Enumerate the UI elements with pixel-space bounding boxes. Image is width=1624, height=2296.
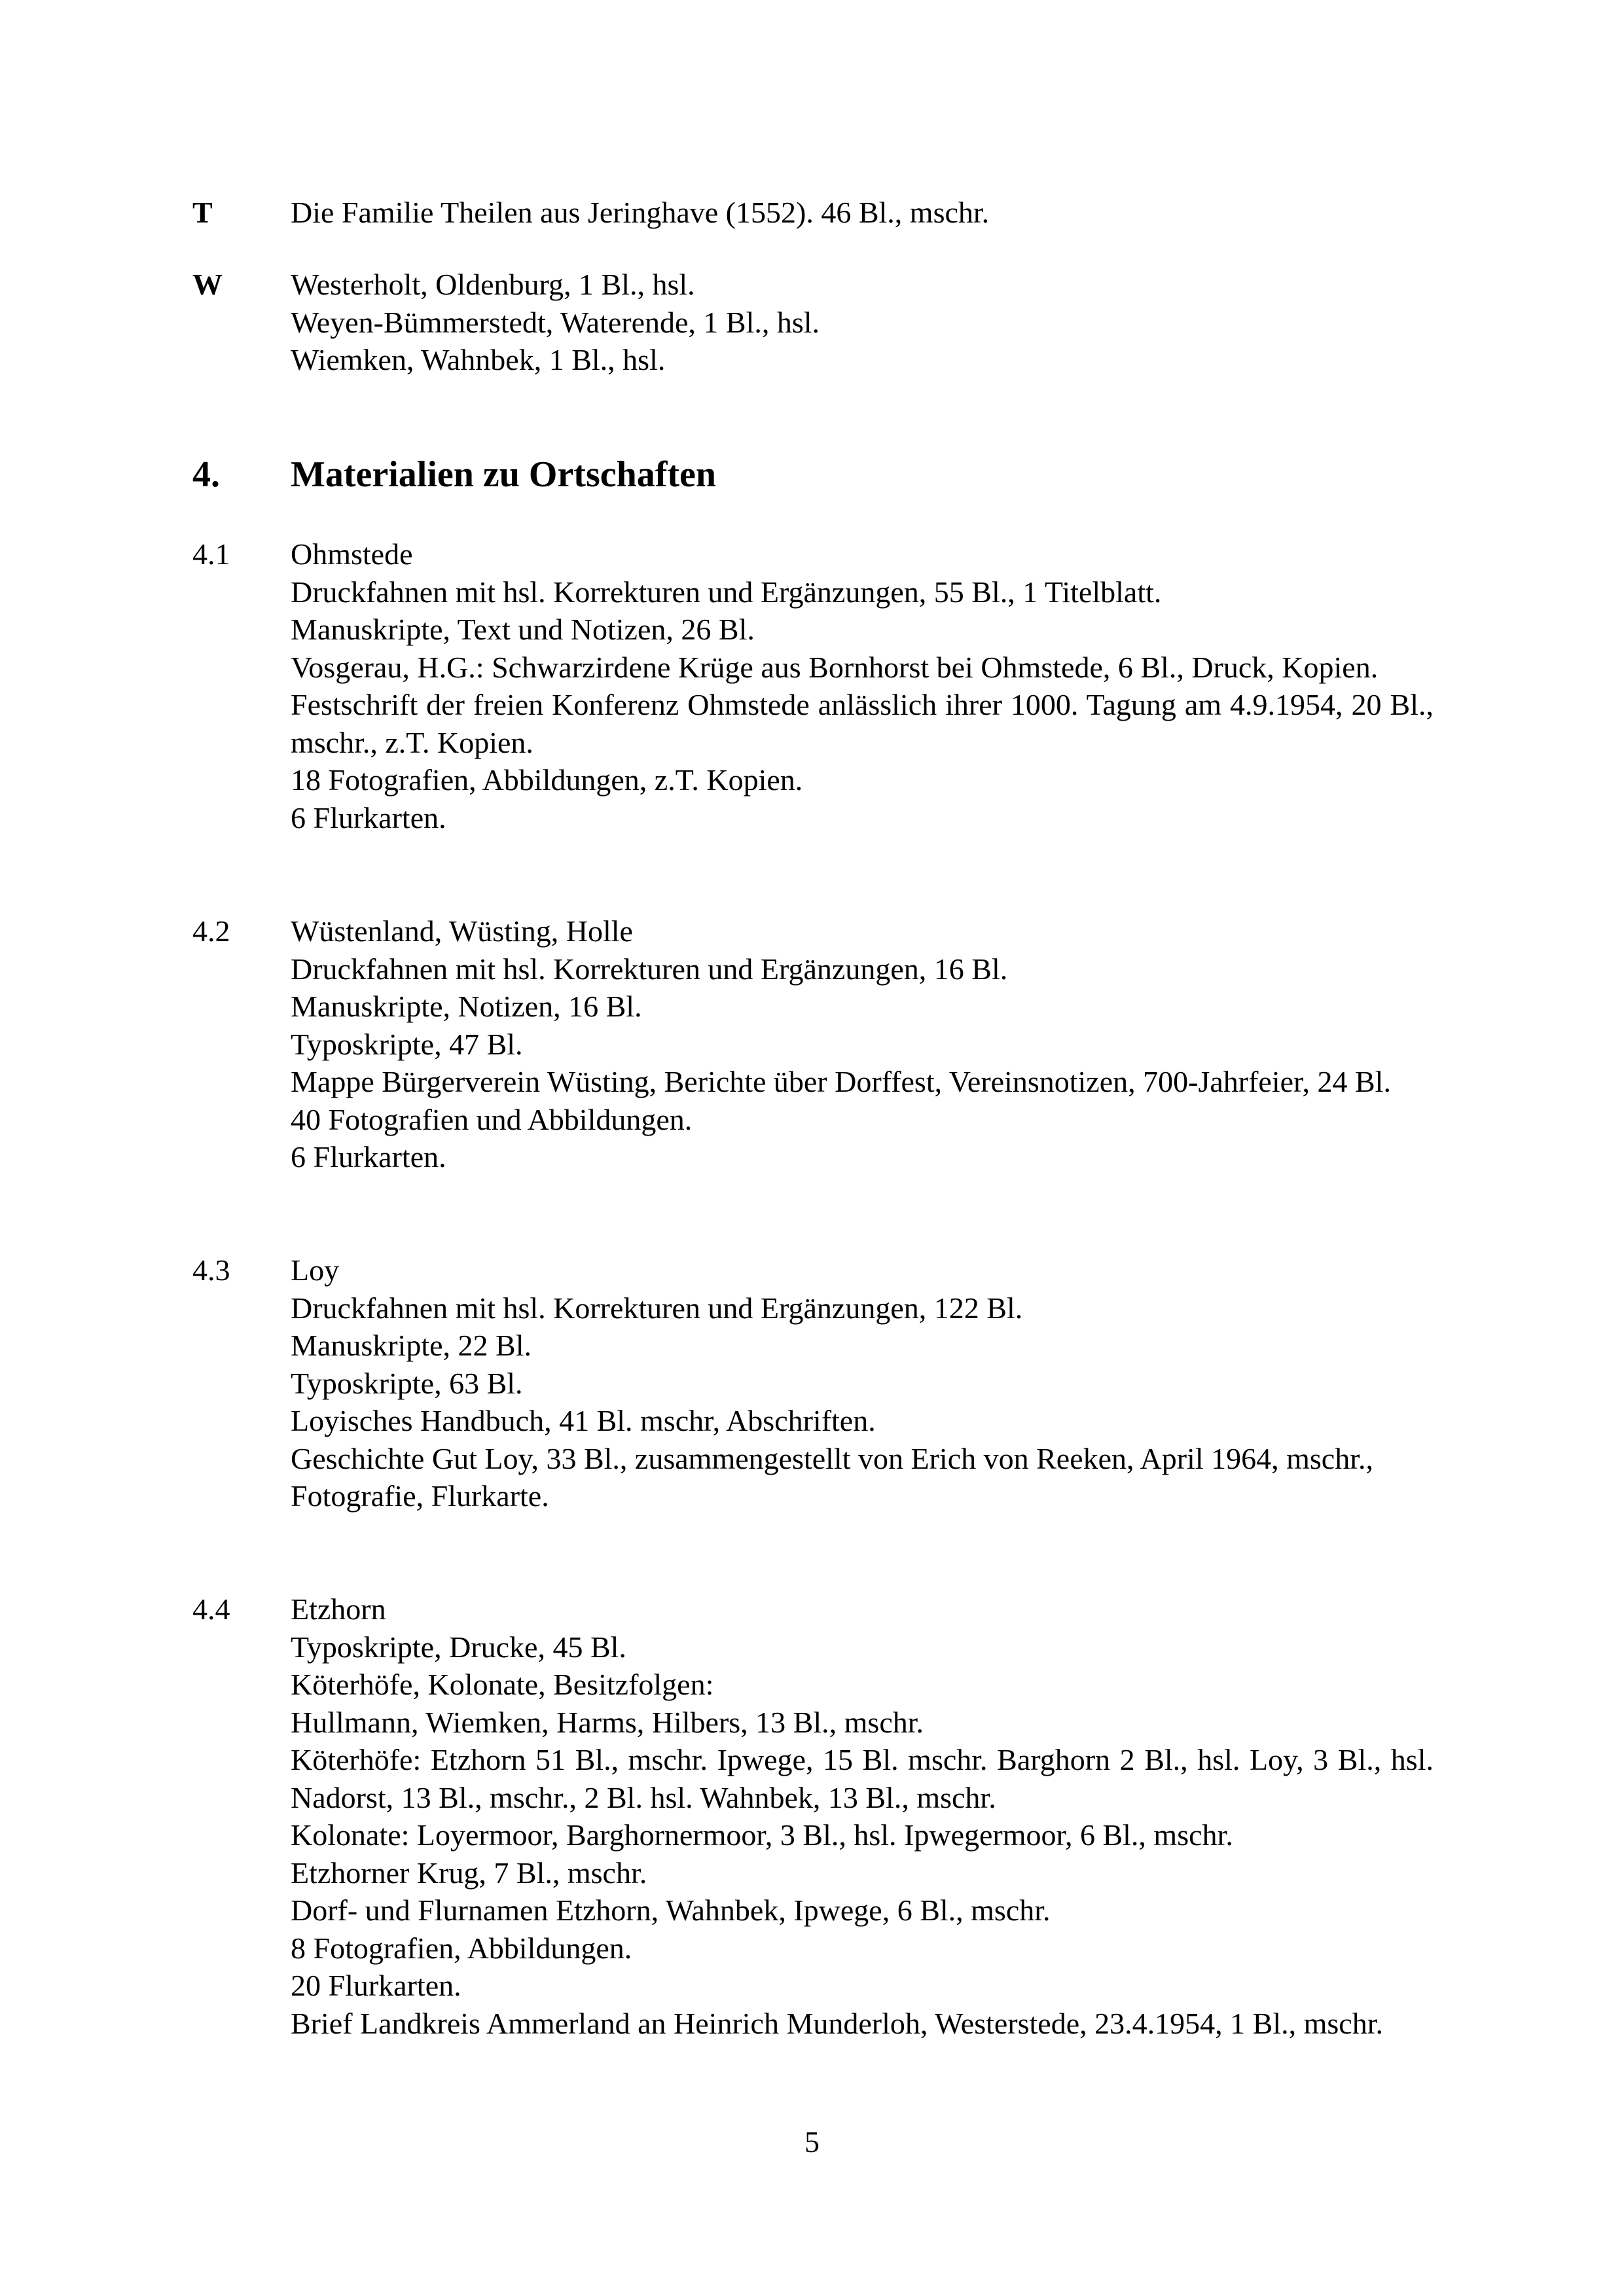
entry-item: Manuskripte, Text und Notizen, 26 Bl.: [291, 613, 755, 646]
entry-item: Druckfahnen mit hsl. Korrekturen und Ergänzungen, 122 Bl.: [291, 1291, 1023, 1325]
entry-item: Kolonate: Loyermoor, Barghornermoor, 3 Bl., hsl. Ipwegermoor, 6 Bl., mschr.: [291, 1818, 1233, 1852]
entry-item: Festschrift der freien Konferenz Ohmstede anlässlich ihrer 1000. Tagung am 4.9.1954, 20 Bl., mschr., z.T. Kopien.: [291, 688, 1434, 759]
entry-item: Typoskripte, Drucke, 45 Bl.: [291, 1630, 626, 1664]
entry-4-4: [192, 1590, 1434, 2042]
section-number: 4.: [192, 454, 220, 495]
text-line: Die Familie Theilen aus Jeringhave (1552). 46 Bl., mschr.: [291, 196, 990, 229]
entry-item: 40 Fotografien und Abbildungen.: [291, 1102, 693, 1136]
entry-item: Fotografie, Flurkarte.: [291, 1479, 549, 1513]
entry-item: Druckfahnen mit hsl. Korrekturen und Ergänzungen, 16 Bl.: [291, 952, 1008, 986]
letter-group-body: [291, 266, 1434, 379]
letter-group-t: [192, 194, 1434, 232]
section-heading: [192, 452, 1434, 497]
entry-item: Etzhorner Krug, 7 Bl., mschr.: [291, 1856, 647, 1890]
entry-item: 8 Fotografien, Abbildungen.: [291, 1931, 632, 1965]
entry-item: Vosgerau, H.G.: Schwarzirdene Krüge aus Bornhorst bei Ohmstede, 6 Bl., Druck, Kopien.: [291, 650, 1379, 684]
entry-title: Etzhorn: [291, 1592, 386, 1626]
entry-item: Druckfahnen mit hsl. Korrekturen und Ergänzungen, 55 Bl., 1 Titelblatt.: [291, 575, 1162, 609]
entry-item: Manuskripte, Notizen, 16 Bl.: [291, 990, 642, 1023]
entry-body: [291, 1590, 1434, 2042]
entry-item: Typoskripte, 63 Bl.: [291, 1366, 523, 1400]
entry-4-3: [192, 1251, 1434, 1515]
entry-number: 4.3: [192, 1253, 230, 1287]
letter-label: W: [192, 268, 223, 301]
entry-item: Köterhöfe, Kolonate, Besitzfolgen:: [291, 1668, 714, 1701]
entry-item: 6 Flurkarten.: [291, 800, 446, 834]
letter-group-w: [192, 266, 1434, 379]
entry-body: [291, 912, 1434, 1176]
entry-item: Typoskripte, 47 Bl.: [291, 1027, 523, 1061]
entry-number: 4.1: [192, 537, 230, 571]
entry-item: Brief Landkreis Ammerland an Heinrich Munderloh, Westerstede, 23.4.1954, 1 Bl., mschr.: [291, 2006, 1383, 2040]
entry-body: [291, 1251, 1434, 1515]
section-title: Materialien zu Ortschaften: [291, 454, 717, 495]
letter-group-body: [291, 194, 1434, 232]
letter-label: T: [192, 196, 213, 229]
entry-item: Geschichte Gut Loy, 33 Bl., zusammengestellt von Erich von Reeken, April 1964, mschr.,: [291, 1441, 1373, 1475]
entry-item: Hullmann, Wiemken, Harms, Hilbers, 13 Bl., mschr.: [291, 1705, 924, 1739]
entry-4-2: [192, 912, 1434, 1176]
entry-number: 4.4: [192, 1592, 230, 1626]
entry-title: Wüstenland, Wüsting, Holle: [291, 914, 633, 948]
entry-item: Loyisches Handbuch, 41 Bl. mschr, Abschriften.: [291, 1404, 876, 1437]
entry-item: Mappe Bürgerverein Wüsting, Berichte über Dorffest, Vereinsnotizen, 700-Jahrfeier, 24 Bl.: [291, 1065, 1391, 1098]
entry-item: Köterhöfe: Etzhorn 51 Bl., mschr. Ipwege, 15 Bl. mschr. Barghorn 2 Bl., hsl. Loy, 3 Bl., hsl. Nadorst, 13 Bl., mschr., 2 Bl. hsl. Wahnbek, 13 Bl., mschr.: [291, 1743, 1434, 1814]
text-line: Weyen-Bümmerstedt, Waterende, 1 Bl., hsl.: [291, 305, 820, 339]
entry-title: Loy: [291, 1253, 340, 1287]
entry-item: Dorf- und Flurnamen Etzhorn, Wahnbek, Ipwege, 6 Bl., mschr.: [291, 1893, 1051, 1927]
text-line: Wiemken, Wahnbek, 1 Bl., hsl.: [291, 343, 666, 376]
entry-item: 6 Flurkarten.: [291, 1140, 446, 1174]
text-line: Westerholt, Oldenburg, 1 Bl., hsl.: [291, 268, 695, 301]
entry-item: 20 Flurkarten.: [291, 1969, 461, 2002]
entry-body: [291, 535, 1434, 836]
entry-4-1: [192, 535, 1434, 836]
entry-title: Ohmstede: [291, 537, 413, 571]
entry-number: 4.2: [192, 914, 230, 948]
entry-item: 18 Fotografien, Abbildungen, z.T. Kopien.: [291, 763, 803, 797]
page-number: 5: [804, 2125, 820, 2159]
entry-item: Manuskripte, 22 Bl.: [291, 1329, 532, 1362]
